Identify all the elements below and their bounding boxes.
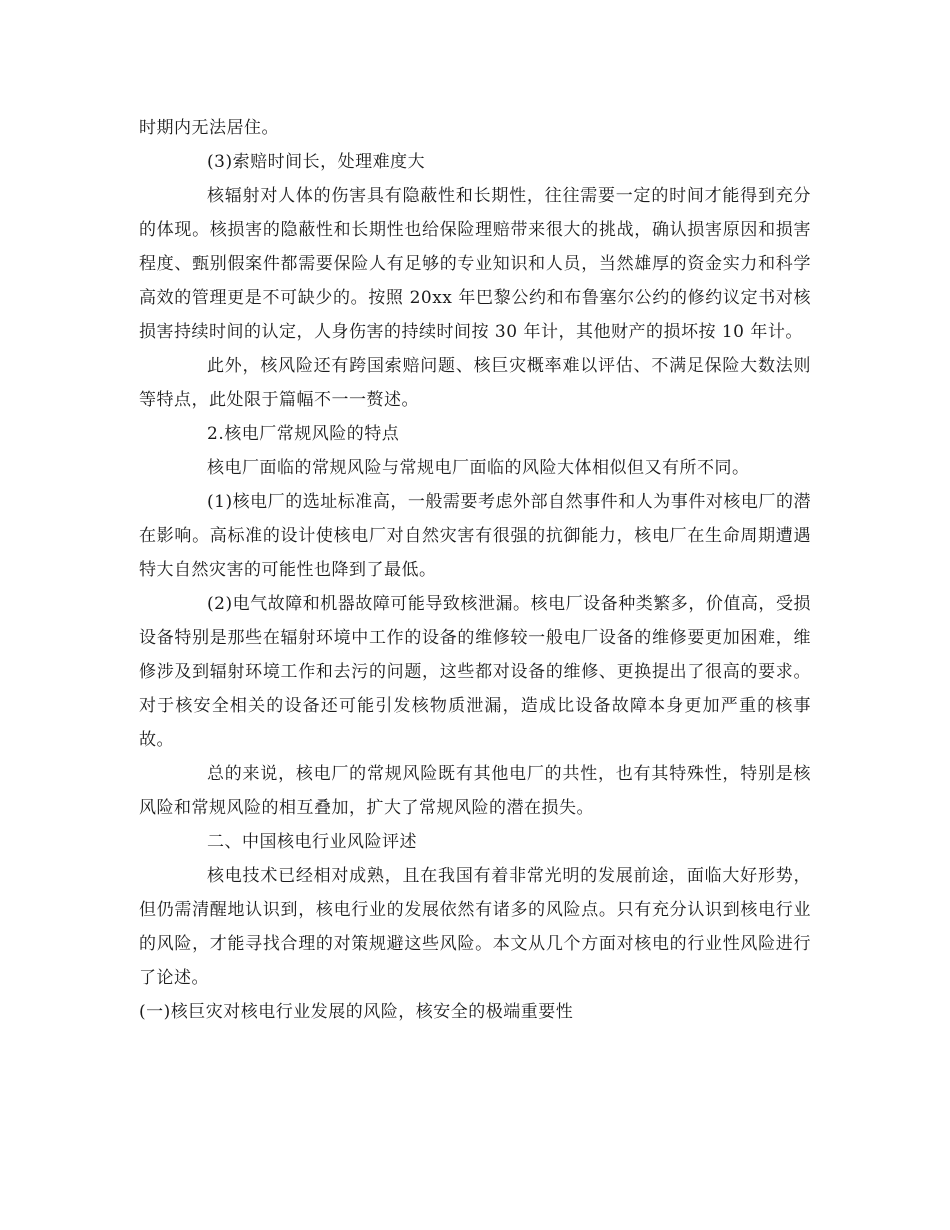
document-body <box>139 111 811 1029</box>
paragraph-9: 总的来说，核电厂的常规风险既有其他电厂的共性，也有其特殊性，特别是核风险和常规风险的相互叠加，扩大了常规风险的潜在损失。 <box>139 764 811 818</box>
paragraph-3: 核辐射对人体的伤害具有隐蔽性和长期性，往往需要一定的时间才能得到充分的体现。核损害的隐蔽性和长期性也给保险理赔带来很大的挑战，确认损害原因和损害程度、甄别假案件都需要保险人有足够的专业知识和人员，当然雄厚的资金实力和科学高效的管理更是不可缺少的。按照 20xx 年巴黎公约和布鲁塞尔公约的修约议定书对核损害持续时间的认定，人身伤害的持续时间按 30 年计，其他财产的损坏按 10 年计。 <box>139 186 811 342</box>
chapter-heading: 二、中国核电行业风险评述 <box>207 832 417 852</box>
section-heading-3: (3)索赔时间长，处理难度大 <box>207 152 426 172</box>
paragraph-11: 核电技术已经相对成熟，且在我国有着非常光明的发展前途，面临大好形势，但仍需清醒地认识到，核电行业的发展依然有诸多的风险点。只有充分认识到核电行业的风险，才能寻找合理的对策规避这些风险。本文从几个方面对核电的行业性风险进行了论述。 <box>139 866 811 988</box>
paragraph-6: 核电厂面临的常规风险与常规电厂面临的风险大体相似但又有所不同。 <box>207 458 750 478</box>
paragraph-4: 此外，核风险还有跨国索赔问题、核巨灾概率难以评估、不满足保险大数法则等特点，此处限于篇幅不一一赘述。 <box>139 356 811 410</box>
paragraph-8: (2)电气故障和机器故障可能导致核泄漏。核电厂设备种类繁多，价值高，受损设备特别是那些在辐射环境中工作的设备的维修较一般电厂设备的维修要更加困难，维修涉及到辐射环境工作和去污的问题，这些都对设备的维修、更换提出了很高的要求。对于核安全相关的设备还可能引发核物质泄漏，造成比设备故障本身更加严重的核事故。 <box>139 594 811 750</box>
section-heading-2: 2.核电厂常规风险的特点 <box>207 424 400 444</box>
paragraph-7: (1)核电厂的选址标准高，一般需要考虑外部自然事件和人为事件对核电厂的潜在影响。高标准的设计使核电厂对自然灾害有很强的抗御能力，核电厂在生命周期遭遇特大自然灾害的可能性也降到了最低。 <box>139 492 811 580</box>
subsection-heading: (一)核巨灾对核电行业发展的风险，核安全的极端重要性 <box>139 1002 574 1022</box>
paragraph-1: 时期内无法居住。 <box>139 118 279 138</box>
